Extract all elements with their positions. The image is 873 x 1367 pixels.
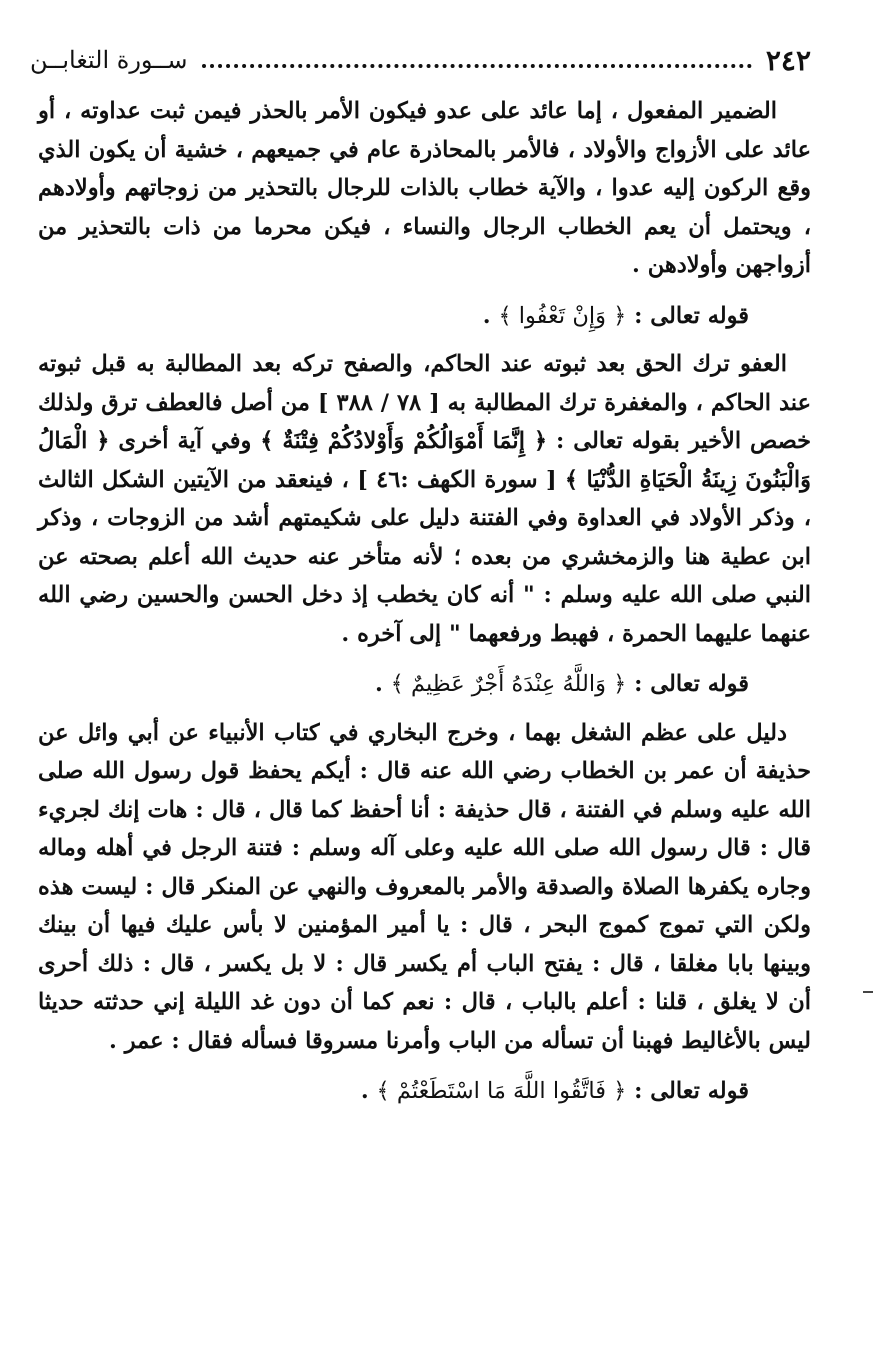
paragraph: العفو ترك الحق بعد ثبوته عند الحاكم، والصفح تركه بعد المطالبة به قبل ثبوته عند الحاكم ، والمغفرة ترك المطالبة به [ ٧٨ / ٣٨٨ ] من أصل فالعطف ترق ولذلك خصص الأخير بقوله تعالى : ﴿ إِنَّمَا أَمْوَالُكُمْ وَأَوْلادُكُمْ فِتْنَةٌ ﴾ وفي آية أخرى ﴿ الْمَالُ وَالْبَنُونَ زِينَةُ الْحَيَاةِ الدُّنْيَا ﴾ [ سورة الكهف :٤٦ ] ، فينعقد من الآيتين الشكل الثالث ، وذكر الأولاد في العداوة وفي الفتنة دليل على شكيمتهم أشد من الزوجات ، وذكر ابن عطية هنا والزمخشري من بعده ؛ لأنه متأخر عنه حديث الله أعلم بصحته عن النبي صلى الله عليه وسلم : " أنه كان يخطب إذ دخل الحسن والحسين رضي الله عنهما عليهما الحمرة ، فهبط ورفعهما " إلى آخره . — [38, 351, 811, 647]
verse-suffix: . — [360, 1078, 369, 1104]
paragraph: الضمير المفعول ، إما عائد على عدو فيكون الأمر بالحذر فيمن ثبت عداوته ، أو عائد على الأزواج والأولاد ، فالأمر بالمحاذرة عام في جميعهم ، خشية أن يكون الذي وقع الركون إليه عدوا ، والآية خطاب بالذات للرجال بالتحذير من زوجاتهم وأولادهم ، ويحتمل أن يعم الخطاب الرجال والنساء ، فيكن محرما من ذات بالتحذير من أزواجهن وأولادهن . — [38, 98, 811, 278]
quran-verse: ﴿ وَإِنْ تَعْفُوا ﴾ — [498, 302, 627, 329]
page-header — [30, 40, 811, 80]
verse-suffix: . — [374, 671, 383, 697]
verse-prefix: قوله تعالى : — [634, 302, 749, 329]
margin-mark — [863, 991, 873, 993]
verse-prefix: قوله تعالى : — [634, 671, 749, 697]
quran-verse: ﴿ وَاللَّهُ عِنْدَهُ أَجْرٌ عَظِيمٌ ﴾ — [390, 671, 627, 697]
paragraph: دليل على عظم الشغل بهما ، وخرج البخاري في كتاب الأنبياء عن أبي وائل عن حذيفة أن عمر بن الخطاب رضي الله عنه قال : أيكم يحفظ قول رسول الله صلى الله عليه وسلم في الفتنة ، قال حذيفة : أنا أحفظ كما قال ، قال : هات إنك لجريء قال : قال رسول الله صلى الله عليه وعلى آله وسلم : فتنة الرجل في أهله وماله وجاره يكفرها الصلاة والصدقة والأمر بالمعروف والنهي عن المنكر قال : ليست هذه ولكن التي تموج كموج البحر ، قال : يا أمير المؤمنين لا بأس عليك فيها أن بينك وبينها بابا مغلقا ، قال : يفتح الباب أم يكسر قال : لا بل يكسر ، قال : ذلك أحرى أن لا يغلق ، قلنا : أعلم بالباب ، قال : نعم كما أن دون غد الليلة إني حدثته حديثا ليس بالأغاليط فهبنا أن تسأله من الباب وأمرنا مسروقا فسأله فقال : عمر . — [38, 719, 811, 1054]
verse-heading — [38, 1072, 811, 1111]
page-number: ٢٤٢ — [765, 43, 811, 77]
header-dotted-rule — [202, 64, 752, 68]
verse-heading — [38, 297, 811, 336]
verse-prefix: قوله تعالى : — [634, 1078, 749, 1104]
quran-verse: ﴿ فَاتَّقُوا اللَّهَ مَا اسْتَطَعْتُمْ ﴾ — [376, 1078, 627, 1104]
page-body — [38, 92, 811, 1121]
verse-suffix: . — [482, 302, 491, 329]
surah-title: ســورة التغابــن — [30, 46, 188, 74]
verse-heading — [38, 665, 811, 704]
